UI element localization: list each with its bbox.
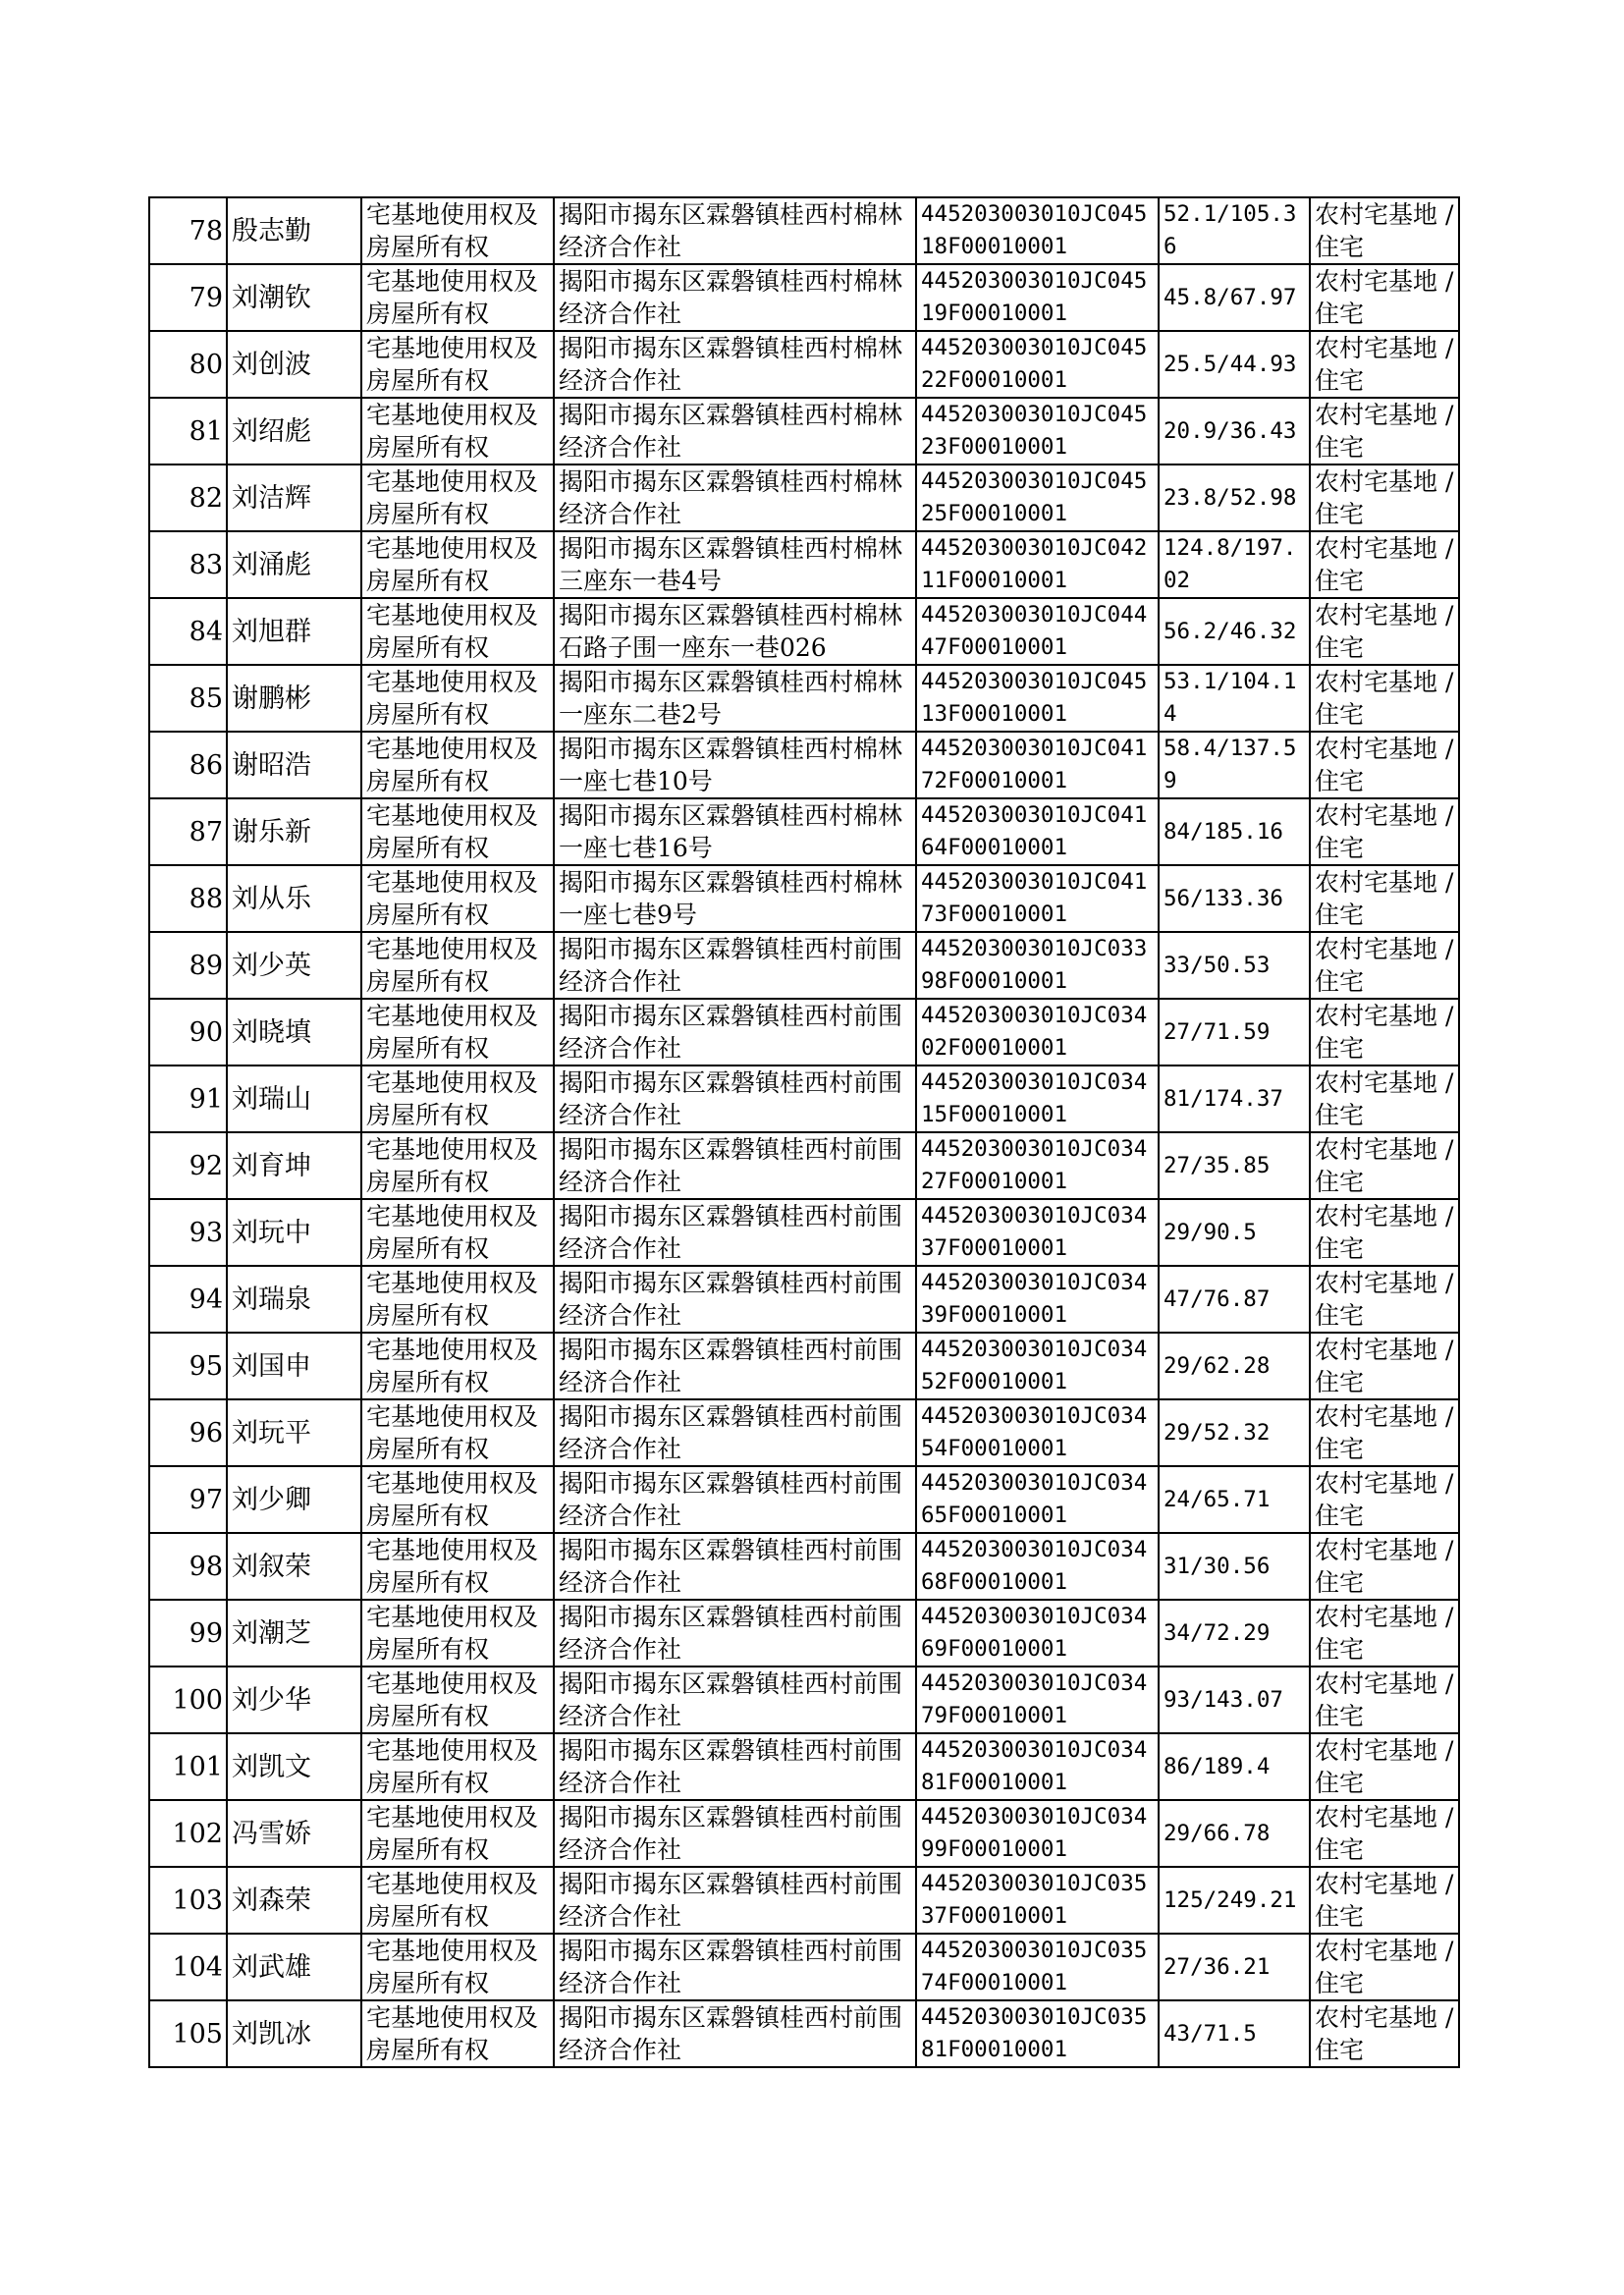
right-type-cell: 宅基地使用权及房屋所有权 bbox=[361, 1266, 554, 1333]
table-row bbox=[149, 1533, 1459, 1600]
unit-code-cell: 445203003010JC03537F00010001 bbox=[916, 1867, 1159, 1934]
right-type-cell: 宅基地使用权及房屋所有权 bbox=[361, 1466, 554, 1533]
location-cell: 揭阳市揭东区霖磐镇桂西村前围经济合作社 bbox=[554, 1066, 916, 1132]
usage-cell: 农村宅基地 / 住宅 bbox=[1310, 1266, 1459, 1333]
unit-code-cell: 445203003010JC03469F00010001 bbox=[916, 1600, 1159, 1667]
usage-cell: 农村宅基地 / 住宅 bbox=[1310, 331, 1459, 398]
usage-cell: 农村宅基地 / 住宅 bbox=[1310, 197, 1459, 264]
row-number-cell: 104 bbox=[149, 1934, 227, 2000]
owner-name-cell: 刘少华 bbox=[227, 1667, 361, 1733]
area-cell: 27/36.21 bbox=[1159, 1934, 1310, 2000]
location-cell: 揭阳市揭东区霖磐镇桂西村前围经济合作社 bbox=[554, 1733, 916, 1800]
unit-code-cell: 445203003010JC04173F00010001 bbox=[916, 865, 1159, 932]
unit-code-cell: 445203003010JC04513F00010001 bbox=[916, 665, 1159, 732]
unit-code-cell: 445203003010JC03499F00010001 bbox=[916, 1800, 1159, 1867]
location-cell: 揭阳市揭东区霖磐镇桂西村棉林一座七巷16号 bbox=[554, 798, 916, 865]
table-row bbox=[149, 1800, 1459, 1867]
right-type-cell: 宅基地使用权及房屋所有权 bbox=[361, 1600, 554, 1667]
unit-code-cell: 445203003010JC03465F00010001 bbox=[916, 1466, 1159, 1533]
row-number-cell: 88 bbox=[149, 865, 227, 932]
right-type-cell: 宅基地使用权及房屋所有权 bbox=[361, 1399, 554, 1466]
row-number-cell: 79 bbox=[149, 264, 227, 331]
right-type-cell: 宅基地使用权及房屋所有权 bbox=[361, 598, 554, 665]
unit-code-cell: 445203003010JC04522F00010001 bbox=[916, 331, 1159, 398]
unit-code-cell: 445203003010JC03479F00010001 bbox=[916, 1667, 1159, 1733]
owner-name-cell: 谢鹏彬 bbox=[227, 665, 361, 732]
location-cell: 揭阳市揭东区霖磐镇桂西村棉林经济合作社 bbox=[554, 264, 916, 331]
right-type-cell: 宅基地使用权及房屋所有权 bbox=[361, 1066, 554, 1132]
unit-code-cell: 445203003010JC04447F00010001 bbox=[916, 598, 1159, 665]
area-cell: 29/90.5 bbox=[1159, 1199, 1310, 1266]
right-type-cell: 宅基地使用权及房屋所有权 bbox=[361, 531, 554, 598]
owner-name-cell: 刘少英 bbox=[227, 932, 361, 999]
usage-cell: 农村宅基地 / 住宅 bbox=[1310, 932, 1459, 999]
table-row bbox=[149, 1733, 1459, 1800]
area-cell: 53.1/104.14 bbox=[1159, 665, 1310, 732]
owner-name-cell: 谢乐新 bbox=[227, 798, 361, 865]
usage-cell: 农村宅基地 / 住宅 bbox=[1310, 264, 1459, 331]
location-cell: 揭阳市揭东区霖磐镇桂西村前围经济合作社 bbox=[554, 1132, 916, 1199]
table-row bbox=[149, 1600, 1459, 1667]
usage-cell: 农村宅基地 / 住宅 bbox=[1310, 464, 1459, 531]
owner-name-cell: 刘创波 bbox=[227, 331, 361, 398]
right-type-cell: 宅基地使用权及房屋所有权 bbox=[361, 865, 554, 932]
right-type-cell: 宅基地使用权及房屋所有权 bbox=[361, 197, 554, 264]
right-type-cell: 宅基地使用权及房屋所有权 bbox=[361, 1667, 554, 1733]
area-cell: 124.8/197.02 bbox=[1159, 531, 1310, 598]
table-row bbox=[149, 865, 1459, 932]
area-cell: 29/52.32 bbox=[1159, 1399, 1310, 1466]
usage-cell: 农村宅基地 / 住宅 bbox=[1310, 1066, 1459, 1132]
location-cell: 揭阳市揭东区霖磐镇桂西村棉林石路子围一座东一巷026 bbox=[554, 598, 916, 665]
unit-code-cell: 445203003010JC04518F00010001 bbox=[916, 197, 1159, 264]
table-row bbox=[149, 665, 1459, 732]
right-type-cell: 宅基地使用权及房屋所有权 bbox=[361, 665, 554, 732]
usage-cell: 农村宅基地 / 住宅 bbox=[1310, 398, 1459, 464]
usage-cell: 农村宅基地 / 住宅 bbox=[1310, 1600, 1459, 1667]
right-type-cell: 宅基地使用权及房屋所有权 bbox=[361, 798, 554, 865]
area-cell: 33/50.53 bbox=[1159, 932, 1310, 999]
row-number-cell: 89 bbox=[149, 932, 227, 999]
location-cell: 揭阳市揭东区霖磐镇桂西村棉林一座七巷9号 bbox=[554, 865, 916, 932]
unit-code-cell: 445203003010JC03581F00010001 bbox=[916, 2000, 1159, 2067]
table-row bbox=[149, 197, 1459, 264]
location-cell: 揭阳市揭东区霖磐镇桂西村前围经济合作社 bbox=[554, 1333, 916, 1399]
usage-cell: 农村宅基地 / 住宅 bbox=[1310, 999, 1459, 1066]
unit-code-cell: 445203003010JC03439F00010001 bbox=[916, 1266, 1159, 1333]
right-type-cell: 宅基地使用权及房屋所有权 bbox=[361, 1333, 554, 1399]
table-row bbox=[149, 1266, 1459, 1333]
area-cell: 58.4/137.59 bbox=[1159, 732, 1310, 798]
table-row bbox=[149, 1667, 1459, 1733]
usage-cell: 农村宅基地 / 住宅 bbox=[1310, 1466, 1459, 1533]
usage-cell: 农村宅基地 / 住宅 bbox=[1310, 1733, 1459, 1800]
location-cell: 揭阳市揭东区霖磐镇桂西村前围经济合作社 bbox=[554, 1266, 916, 1333]
table-row bbox=[149, 464, 1459, 531]
area-cell: 43/71.5 bbox=[1159, 2000, 1310, 2067]
area-cell: 31/30.56 bbox=[1159, 1533, 1310, 1600]
right-type-cell: 宅基地使用权及房屋所有权 bbox=[361, 1533, 554, 1600]
location-cell: 揭阳市揭东区霖磐镇桂西村前围经济合作社 bbox=[554, 1800, 916, 1867]
registration-table bbox=[148, 196, 1460, 2068]
table-row bbox=[149, 732, 1459, 798]
usage-cell: 农村宅基地 / 住宅 bbox=[1310, 1399, 1459, 1466]
area-cell: 56.2/46.32 bbox=[1159, 598, 1310, 665]
row-number-cell: 94 bbox=[149, 1266, 227, 1333]
owner-name-cell: 刘潮芝 bbox=[227, 1600, 361, 1667]
owner-name-cell: 刘潮钦 bbox=[227, 264, 361, 331]
area-cell: 47/76.87 bbox=[1159, 1266, 1310, 1333]
usage-cell: 农村宅基地 / 住宅 bbox=[1310, 1533, 1459, 1600]
table-row bbox=[149, 1132, 1459, 1199]
owner-name-cell: 冯雪娇 bbox=[227, 1800, 361, 1867]
owner-name-cell: 刘晓填 bbox=[227, 999, 361, 1066]
row-number-cell: 105 bbox=[149, 2000, 227, 2067]
area-cell: 20.9/36.43 bbox=[1159, 398, 1310, 464]
right-type-cell: 宅基地使用权及房屋所有权 bbox=[361, 331, 554, 398]
right-type-cell: 宅基地使用权及房屋所有权 bbox=[361, 732, 554, 798]
owner-name-cell: 刘从乐 bbox=[227, 865, 361, 932]
row-number-cell: 83 bbox=[149, 531, 227, 598]
owner-name-cell: 刘武雄 bbox=[227, 1934, 361, 2000]
owner-name-cell: 刘涌彪 bbox=[227, 531, 361, 598]
usage-cell: 农村宅基地 / 住宅 bbox=[1310, 1333, 1459, 1399]
location-cell: 揭阳市揭东区霖磐镇桂西村前围经济合作社 bbox=[554, 1934, 916, 2000]
row-number-cell: 97 bbox=[149, 1466, 227, 1533]
usage-cell: 农村宅基地 / 住宅 bbox=[1310, 798, 1459, 865]
row-number-cell: 84 bbox=[149, 598, 227, 665]
location-cell: 揭阳市揭东区霖磐镇桂西村前围经济合作社 bbox=[554, 1533, 916, 1600]
usage-cell: 农村宅基地 / 住宅 bbox=[1310, 732, 1459, 798]
area-cell: 93/143.07 bbox=[1159, 1667, 1310, 1733]
right-type-cell: 宅基地使用权及房屋所有权 bbox=[361, 932, 554, 999]
unit-code-cell: 445203003010JC04164F00010001 bbox=[916, 798, 1159, 865]
table-row bbox=[149, 1333, 1459, 1399]
table-row bbox=[149, 398, 1459, 464]
usage-cell: 农村宅基地 / 住宅 bbox=[1310, 1800, 1459, 1867]
location-cell: 揭阳市揭东区霖磐镇桂西村棉林经济合作社 bbox=[554, 398, 916, 464]
usage-cell: 农村宅基地 / 住宅 bbox=[1310, 531, 1459, 598]
owner-name-cell: 刘瑞山 bbox=[227, 1066, 361, 1132]
table-row bbox=[149, 1934, 1459, 2000]
table-row bbox=[149, 531, 1459, 598]
location-cell: 揭阳市揭东区霖磐镇桂西村前围经济合作社 bbox=[554, 2000, 916, 2067]
usage-cell: 农村宅基地 / 住宅 bbox=[1310, 1199, 1459, 1266]
location-cell: 揭阳市揭东区霖磐镇桂西村前围经济合作社 bbox=[554, 1466, 916, 1533]
unit-code-cell: 445203003010JC03574F00010001 bbox=[916, 1934, 1159, 2000]
area-cell: 84/185.16 bbox=[1159, 798, 1310, 865]
owner-name-cell: 刘凯冰 bbox=[227, 2000, 361, 2067]
area-cell: 29/62.28 bbox=[1159, 1333, 1310, 1399]
right-type-cell: 宅基地使用权及房屋所有权 bbox=[361, 1733, 554, 1800]
location-cell: 揭阳市揭东区霖磐镇桂西村棉林一座东二巷2号 bbox=[554, 665, 916, 732]
usage-cell: 农村宅基地 / 住宅 bbox=[1310, 1132, 1459, 1199]
unit-code-cell: 445203003010JC03452F00010001 bbox=[916, 1333, 1159, 1399]
owner-name-cell: 刘叙荣 bbox=[227, 1533, 361, 1600]
table-row bbox=[149, 1867, 1459, 1934]
row-number-cell: 82 bbox=[149, 464, 227, 531]
row-number-cell: 91 bbox=[149, 1066, 227, 1132]
owner-name-cell: 刘旭群 bbox=[227, 598, 361, 665]
right-type-cell: 宅基地使用权及房屋所有权 bbox=[361, 464, 554, 531]
location-cell: 揭阳市揭东区霖磐镇桂西村棉林三座东一巷4号 bbox=[554, 531, 916, 598]
unit-code-cell: 445203003010JC04211F00010001 bbox=[916, 531, 1159, 598]
table-row bbox=[149, 598, 1459, 665]
right-type-cell: 宅基地使用权及房屋所有权 bbox=[361, 1800, 554, 1867]
table-row bbox=[149, 264, 1459, 331]
location-cell: 揭阳市揭东区霖磐镇桂西村前围经济合作社 bbox=[554, 999, 916, 1066]
location-cell: 揭阳市揭东区霖磐镇桂西村棉林经济合作社 bbox=[554, 331, 916, 398]
owner-name-cell: 刘玩平 bbox=[227, 1399, 361, 1466]
location-cell: 揭阳市揭东区霖磐镇桂西村棉林经济合作社 bbox=[554, 464, 916, 531]
area-cell: 86/189.4 bbox=[1159, 1733, 1310, 1800]
unit-code-cell: 445203003010JC03454F00010001 bbox=[916, 1399, 1159, 1466]
row-number-cell: 90 bbox=[149, 999, 227, 1066]
row-number-cell: 86 bbox=[149, 732, 227, 798]
area-cell: 81/174.37 bbox=[1159, 1066, 1310, 1132]
unit-code-cell: 445203003010JC03468F00010001 bbox=[916, 1533, 1159, 1600]
row-number-cell: 103 bbox=[149, 1867, 227, 1934]
row-number-cell: 101 bbox=[149, 1733, 227, 1800]
row-number-cell: 80 bbox=[149, 331, 227, 398]
owner-name-cell: 谢昭浩 bbox=[227, 732, 361, 798]
table-row bbox=[149, 999, 1459, 1066]
table-row bbox=[149, 1199, 1459, 1266]
row-number-cell: 100 bbox=[149, 1667, 227, 1733]
table-row bbox=[149, 932, 1459, 999]
usage-cell: 农村宅基地 / 住宅 bbox=[1310, 598, 1459, 665]
location-cell: 揭阳市揭东区霖磐镇桂西村棉林经济合作社 bbox=[554, 197, 916, 264]
right-type-cell: 宅基地使用权及房屋所有权 bbox=[361, 999, 554, 1066]
area-cell: 125/249.21 bbox=[1159, 1867, 1310, 1934]
location-cell: 揭阳市揭东区霖磐镇桂西村前围经济合作社 bbox=[554, 1600, 916, 1667]
right-type-cell: 宅基地使用权及房屋所有权 bbox=[361, 1934, 554, 2000]
right-type-cell: 宅基地使用权及房屋所有权 bbox=[361, 2000, 554, 2067]
area-cell: 45.8/67.97 bbox=[1159, 264, 1310, 331]
row-number-cell: 81 bbox=[149, 398, 227, 464]
area-cell: 34/72.29 bbox=[1159, 1600, 1310, 1667]
unit-code-cell: 445203003010JC03398F00010001 bbox=[916, 932, 1159, 999]
table-row bbox=[149, 2000, 1459, 2067]
unit-code-cell: 445203003010JC03481F00010001 bbox=[916, 1733, 1159, 1800]
owner-name-cell: 刘瑞泉 bbox=[227, 1266, 361, 1333]
area-cell: 25.5/44.93 bbox=[1159, 331, 1310, 398]
row-number-cell: 95 bbox=[149, 1333, 227, 1399]
location-cell: 揭阳市揭东区霖磐镇桂西村棉林一座七巷10号 bbox=[554, 732, 916, 798]
usage-cell: 农村宅基地 / 住宅 bbox=[1310, 665, 1459, 732]
unit-code-cell: 445203003010JC03402F00010001 bbox=[916, 999, 1159, 1066]
right-type-cell: 宅基地使用权及房屋所有权 bbox=[361, 264, 554, 331]
area-cell: 24/65.71 bbox=[1159, 1466, 1310, 1533]
location-cell: 揭阳市揭东区霖磐镇桂西村前围经济合作社 bbox=[554, 1667, 916, 1733]
row-number-cell: 92 bbox=[149, 1132, 227, 1199]
owner-name-cell: 刘洁辉 bbox=[227, 464, 361, 531]
row-number-cell: 102 bbox=[149, 1800, 227, 1867]
row-number-cell: 99 bbox=[149, 1600, 227, 1667]
owner-name-cell: 刘育坤 bbox=[227, 1132, 361, 1199]
table-row bbox=[149, 331, 1459, 398]
area-cell: 27/71.59 bbox=[1159, 999, 1310, 1066]
location-cell: 揭阳市揭东区霖磐镇桂西村前围经济合作社 bbox=[554, 932, 916, 999]
owner-name-cell: 刘凯文 bbox=[227, 1733, 361, 1800]
table-row bbox=[149, 1466, 1459, 1533]
owner-name-cell: 刘国申 bbox=[227, 1333, 361, 1399]
table-body bbox=[149, 197, 1459, 2067]
row-number-cell: 85 bbox=[149, 665, 227, 732]
table-row bbox=[149, 1066, 1459, 1132]
unit-code-cell: 445203003010JC04519F00010001 bbox=[916, 264, 1159, 331]
unit-code-cell: 445203003010JC03427F00010001 bbox=[916, 1132, 1159, 1199]
owner-name-cell: 刘少卿 bbox=[227, 1466, 361, 1533]
usage-cell: 农村宅基地 / 住宅 bbox=[1310, 865, 1459, 932]
unit-code-cell: 445203003010JC04525F00010001 bbox=[916, 464, 1159, 531]
unit-code-cell: 445203003010JC03415F00010001 bbox=[916, 1066, 1159, 1132]
right-type-cell: 宅基地使用权及房屋所有权 bbox=[361, 1199, 554, 1266]
right-type-cell: 宅基地使用权及房屋所有权 bbox=[361, 1867, 554, 1934]
usage-cell: 农村宅基地 / 住宅 bbox=[1310, 2000, 1459, 2067]
unit-code-cell: 445203003010JC04523F00010001 bbox=[916, 398, 1159, 464]
owner-name-cell: 刘玩中 bbox=[227, 1199, 361, 1266]
location-cell: 揭阳市揭东区霖磐镇桂西村前围经济合作社 bbox=[554, 1867, 916, 1934]
owner-name-cell: 刘森荣 bbox=[227, 1867, 361, 1934]
owner-name-cell: 殷志勤 bbox=[227, 197, 361, 264]
area-cell: 23.8/52.98 bbox=[1159, 464, 1310, 531]
row-number-cell: 93 bbox=[149, 1199, 227, 1266]
area-cell: 56/133.36 bbox=[1159, 865, 1310, 932]
usage-cell: 农村宅基地 / 住宅 bbox=[1310, 1867, 1459, 1934]
table-row bbox=[149, 798, 1459, 865]
right-type-cell: 宅基地使用权及房屋所有权 bbox=[361, 1132, 554, 1199]
row-number-cell: 96 bbox=[149, 1399, 227, 1466]
right-type-cell: 宅基地使用权及房屋所有权 bbox=[361, 398, 554, 464]
owner-name-cell: 刘绍彪 bbox=[227, 398, 361, 464]
usage-cell: 农村宅基地 / 住宅 bbox=[1310, 1934, 1459, 2000]
area-cell: 52.1/105.36 bbox=[1159, 197, 1310, 264]
row-number-cell: 78 bbox=[149, 197, 227, 264]
usage-cell: 农村宅基地 / 住宅 bbox=[1310, 1667, 1459, 1733]
area-cell: 27/35.85 bbox=[1159, 1132, 1310, 1199]
location-cell: 揭阳市揭东区霖磐镇桂西村前围经济合作社 bbox=[554, 1399, 916, 1466]
unit-code-cell: 445203003010JC04172F00010001 bbox=[916, 732, 1159, 798]
row-number-cell: 98 bbox=[149, 1533, 227, 1600]
unit-code-cell: 445203003010JC03437F00010001 bbox=[916, 1199, 1159, 1266]
location-cell: 揭阳市揭东区霖磐镇桂西村前围经济合作社 bbox=[554, 1199, 916, 1266]
table-row bbox=[149, 1399, 1459, 1466]
row-number-cell: 87 bbox=[149, 798, 227, 865]
area-cell: 29/66.78 bbox=[1159, 1800, 1310, 1867]
